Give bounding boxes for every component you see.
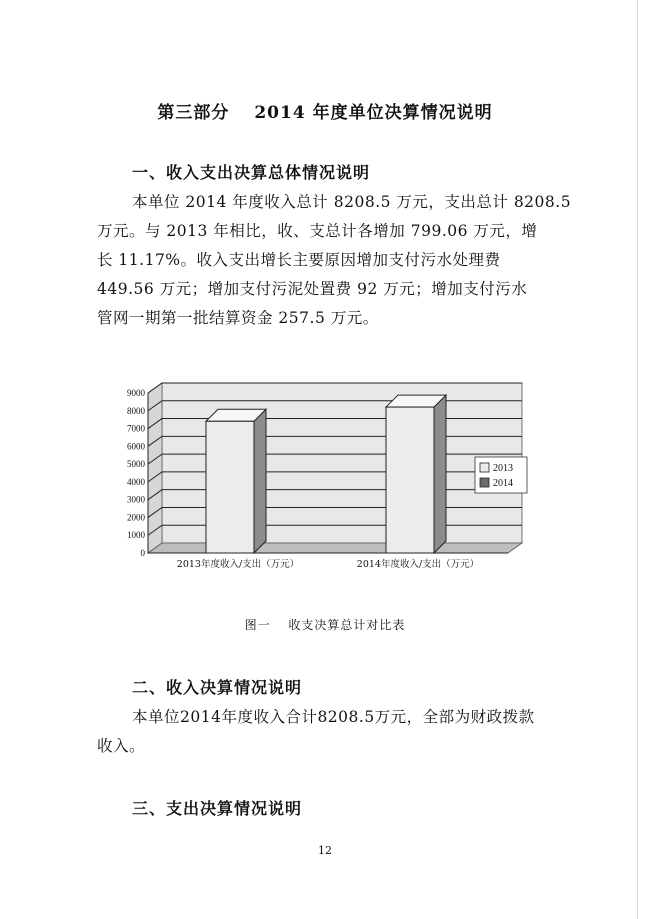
section1-heading: 一、收入支出决算总体情况说明 — [132, 163, 371, 182]
y-tick-label: 3000 — [127, 494, 145, 505]
y-tick-label: 9000 — [127, 388, 145, 398]
bar — [206, 421, 254, 553]
y-tick-label: 7000 — [127, 423, 145, 434]
legend-label: 2014 — [493, 478, 513, 489]
y-tick-label: 6000 — [127, 441, 145, 452]
bar-side — [434, 395, 446, 553]
legend-label: 2013 — [493, 463, 513, 474]
chart-floor — [148, 543, 522, 553]
paragraph-line: 449.56 万元；增加支付污泥处置费 92 万元；增加支付污水 — [97, 280, 528, 298]
paragraph-line: 管网一期第一批结算资金 257.5 万元。 — [97, 309, 379, 327]
x-tick-label: 2013年度收入/支出（万元） — [176, 559, 300, 570]
section1-paragraph — [97, 188, 572, 333]
page-title: 第三部分 2014 年度单位决算情况说明 — [157, 103, 493, 123]
y-tick-label: 2000 — [127, 512, 145, 523]
bar-side — [254, 409, 266, 553]
legend-swatch — [480, 463, 489, 472]
bar — [386, 407, 434, 553]
y-tick-label: 8000 — [127, 405, 145, 416]
y-tick-label: 1000 — [127, 530, 145, 541]
y-tick-label: 4000 — [127, 476, 145, 487]
section3-heading: 三、支出决算情况说明 — [132, 799, 303, 818]
paragraph-line: 本单位 2014 年度收入总计 8208.5 万元，支出总计 8208.5 — [132, 193, 572, 211]
paragraph-line: 本单位2014年度收入合计8208.5万元，全部为财政拨款 — [132, 708, 535, 726]
y-tick-label: 0 — [140, 548, 145, 558]
income-expense-bar-chart — [118, 375, 538, 580]
page-number: 12 — [318, 844, 332, 857]
section2-paragraph — [97, 703, 557, 761]
section2-heading: 二、收入决算情况说明 — [132, 678, 303, 697]
chart-side-wall — [148, 383, 162, 553]
x-tick-label: 2014年度收入/支出（万元） — [356, 559, 480, 570]
page-edge-line — [637, 0, 638, 919]
paragraph-line: 长 11.17%。收入支出增长主要原因增加支付污水处理费 — [97, 251, 501, 269]
y-tick-label: 5000 — [127, 459, 145, 470]
paragraph-line: 万元。与 2013 年相比，收、支总计各增加 799.06 万元，增 — [97, 222, 538, 240]
legend-swatch — [480, 478, 489, 487]
paragraph-line: 收入。 — [97, 737, 146, 755]
figure-caption: 图一 收支决算总计对比表 — [244, 618, 406, 632]
